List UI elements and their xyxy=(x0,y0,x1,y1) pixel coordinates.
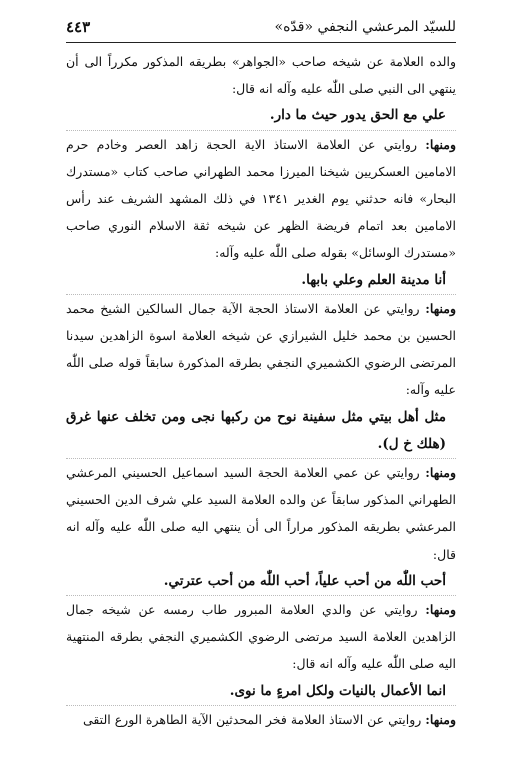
paragraph-text: روايتي عن عمي العلامة الحجة السيد اسماعيل الحسيني المرعشي الطهراني المذكور سابقاً عن والده العلامة السيد علي شرف الدين الحسيني المرعشي بطريقه المذكور مراراً الى أن ينتهي اليه صلى اللّٰه عليه وآله انه قال: xyxy=(66,465,456,562)
paragraph xyxy=(66,706,456,733)
page-body xyxy=(66,48,456,733)
paragraph-text: روايتي عن الاستاذ العلامة فخر المحدثين الآية الطاهرة الورع التقى xyxy=(82,711,426,727)
paragraph xyxy=(66,131,456,267)
hadith-quote: علي مع الحق يدور حيث ما دار. xyxy=(66,102,456,130)
paragraph xyxy=(66,459,456,568)
hadith-quote: انما الأعمال بالنيات ولكل امرءٍ ما نوى. xyxy=(66,678,456,706)
hadith-quote: مثل أهل بيتي مثل سفينة نوح من ركبها نجى ومن تخلف عنها غرق (هلك خ ل). xyxy=(66,404,456,459)
paragraph-text: روايتي عن العلامة الاستاذ الحجة الآية جمال السالكين الشيخ محمد الحسين بن محمد خليل الشيرازي عن شيخه العلامة اسوة الزاهدين سيدنا المرتضى الرضوي الكشميري النجفي بطرقه المذكورة سابقاً قوله صلى اللّٰه عليه وآله: xyxy=(66,300,456,398)
paragraph-lead: ومنها: xyxy=(425,711,456,727)
paragraph xyxy=(66,295,456,404)
hadith-quote: أنا مدينة العلم وعلي بابها. xyxy=(66,267,456,295)
paragraph-lead: ومنها: xyxy=(425,300,456,316)
paragraph-text: روايتي عن العلامة الاستاذ الاية الحجة زاهد العصر وخادم حرم الامامين العسكريين شيخنا الميرزا محمد الطهراني صاحب كتاب «مستدرك البحار» فانه حدثني يوم الغدير ١٣٤١ في ذلك المشهد الشريف عند رأس الامامين بعد اتمام فريضة الظهر عن شيخه ثقة الاسلام النوري صاحب «مستدرك الوسائل» بقوله صلى اللّٰه عليه وآله: xyxy=(66,136,456,261)
paragraph-text: روايتي عن والدي العلامة المبرور طاب رمسه عن شيخه جمال الزاهدين العلامة السيد مرتضى الرضوي الكشميري النجفي بطرقه المنتهية اليه صلى اللّٰه عليه وآله انه قال: xyxy=(66,602,456,672)
paragraph xyxy=(66,48,456,102)
running-title: للسيّد المرعشي النجفي «قدّه» xyxy=(274,19,456,35)
paragraph-lead: ومنها: xyxy=(425,465,456,481)
paragraph-text: والده العلامة عن شيخه صاحب «الجواهر» بطريقه المذكور مكرراً الى أن ينتهي الى النبي صلى اللّٰه عليه وآله انه قال: xyxy=(66,54,456,97)
hadith-quote: أحب اللّٰه من أحب علياً، أحب اللّٰه من أحب عترتي. xyxy=(66,568,456,596)
page-number: ٤٤٣ xyxy=(66,18,91,36)
paragraph-lead: ومنها: xyxy=(425,136,456,152)
paragraph xyxy=(66,596,456,678)
page-header xyxy=(66,14,456,40)
header-rule xyxy=(66,42,456,43)
paragraph-lead: ومنها: xyxy=(425,602,456,618)
